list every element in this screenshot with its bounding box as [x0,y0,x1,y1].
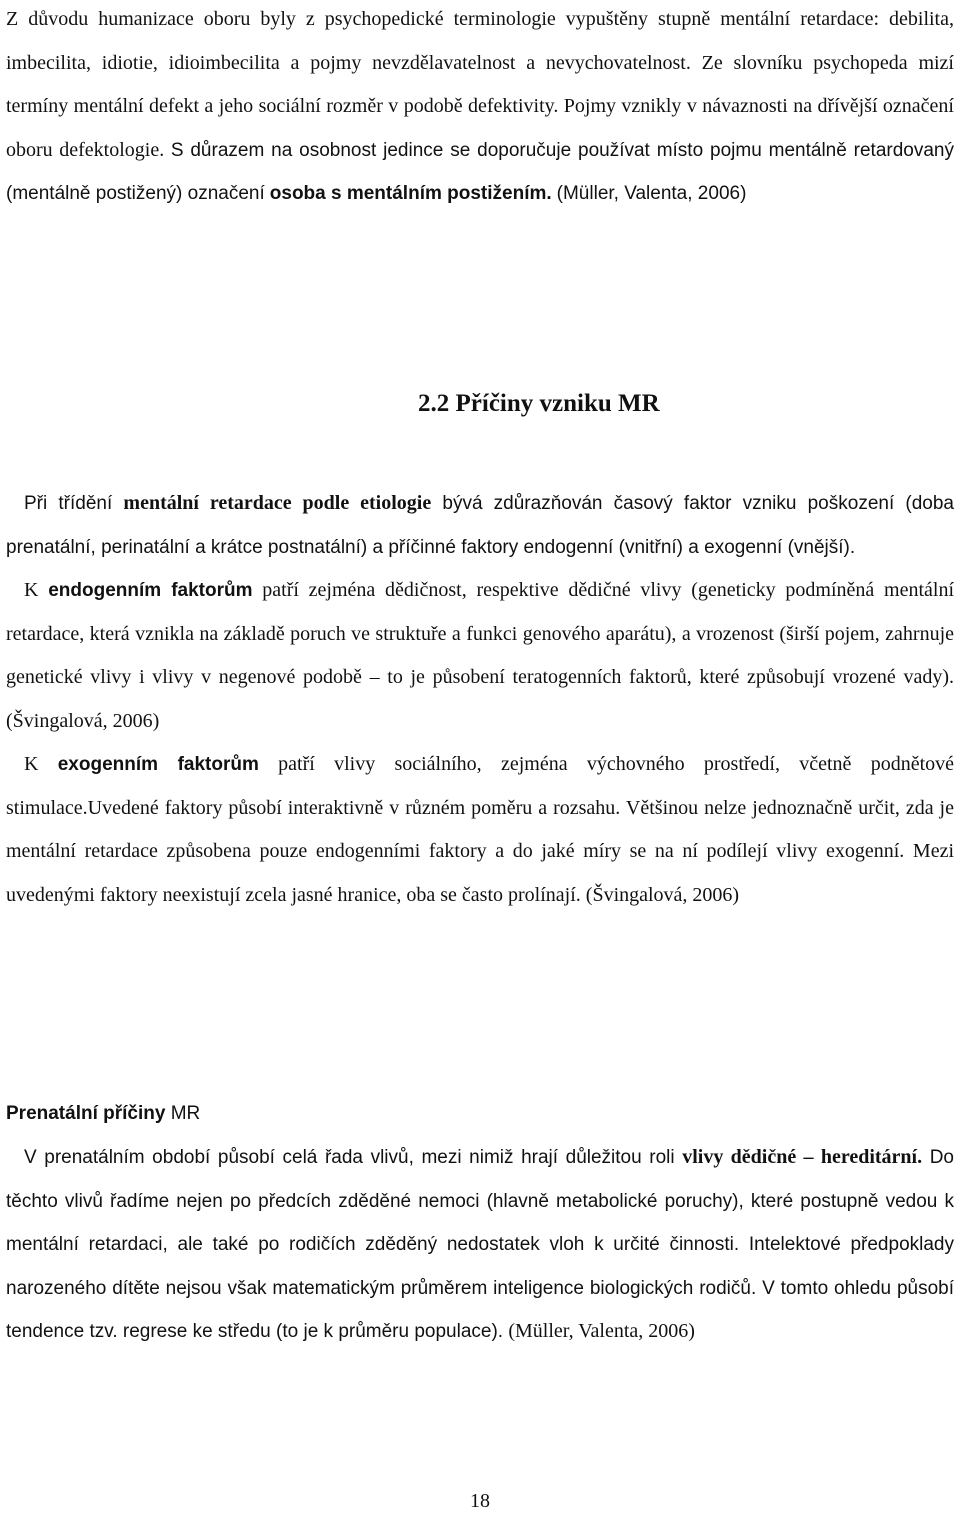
section-prenatal [6,1136,954,1354]
paragraph-terminology [6,0,954,216]
subheading-prenatal-rest: MR [165,1103,201,1124]
subheading-prenatal [6,1092,200,1136]
paragraph-exogenous [6,743,954,917]
exogenous-intro: K [24,753,39,775]
exogenous-text: patří vlivy sociálního, zejména výchovného prostředí, včetně podnětové stimulace.Uvedené faktory působí interaktivně v různém poměru a rozsahu. Většinou nelze jednoznačně určit, zda je mentální retardace způsobena pouze endogenními faktory a do jaké míry se na ní podílejí vlivy exogenní. Mezi uvedenými faktory neexistují zcela jasné hranice, oba se často prolínají. (Švingalová, 2006) [6,753,955,906]
endogenous-intro: K [24,579,39,601]
hereditary-term: vlivy dědičné – hereditární. [682,1146,923,1168]
etiology-term: mentální retardace podle etiologie [123,492,432,514]
section-causes [6,482,954,917]
etiology-text: bývá zdůrazňován časový faktor vzniku poškození (doba prenatální, perinatální a krátce postnatální) a příčinné faktory endogenní (vnitřní) a exogenní (vnější). [6,493,954,558]
paragraph-prenatal [6,1136,954,1354]
exogenous-term: exogenním faktorům [57,754,259,775]
citation: (Müller, Valenta, 2006) [556,183,747,204]
endogenous-term: endogenním faktorům [48,580,253,601]
endogenous-text: patří zejména dědičnost, respektive dědičné vlivy (geneticky podmíněná mentální retardace, která vznikla na základě poruch ve struktuře a funkci genového aparátu), a vrozenost (širší pojem, zahrnuje genetické vlivy i vlivy v negenové podobě – to je působení teratogenních faktorů, které způsobují vrozené vady). (Švingalová, 2006) [6,579,955,732]
section-heading: 2.2 Příčiny vzniku MR [418,390,660,417]
recommended-term: osoba s mentálním postižením. [269,183,552,204]
page-number: 18 [470,1490,490,1512]
paragraph-endogenous [6,569,954,743]
prenatal-intro: V prenatálním období působí celá řada vlivů, mezi nimiž hrají důležitou roli [24,1147,675,1168]
prenatal-citation: (Müller, Valenta, 2006) [508,1320,695,1342]
paragraph-etiology [6,482,954,569]
etiology-intro: Při třídění [24,493,113,514]
document-page [6,0,954,216]
subheading-prenatal-bold: Prenatální příčiny [6,1103,166,1124]
terminology-text: Z důvodu humanizace oboru byly z psychopedické terminologie vypuštěny stupně mentální retardace: debilita, imbecilita, idiotie, idioimbecilita a pojmy nevzdělavatelnost a nevychovatelnost. Ze slovníku psychopeda mizí termíny mentální defekt a jeho sociální rozměr v podobě defektivity. Pojmy vznikly v návaznosti na dřívější označení oboru defektologie. [6,8,954,161]
prenatal-text: Do těchto vlivů řadíme nejen po předcích zděděné nemoci (hlavně metabolické poruchy), které postupně vedou k mentální retardaci, ale také po rodičích zděděný nedostatek vloh k určité činnosti. Intelektové předpoklady narozeného dítěte nejsou však matematickým průměrem inteligence biologických rodičů. V tomto ohledu působí tendence tzv. regrese ke středu (to je k průměru populace). [6,1147,954,1342]
recommendation-text: S důrazem na osobnost jedince se doporučuje používat místo pojmu mentálně retardovaný (mentálně postižený) označení [6,139,955,204]
